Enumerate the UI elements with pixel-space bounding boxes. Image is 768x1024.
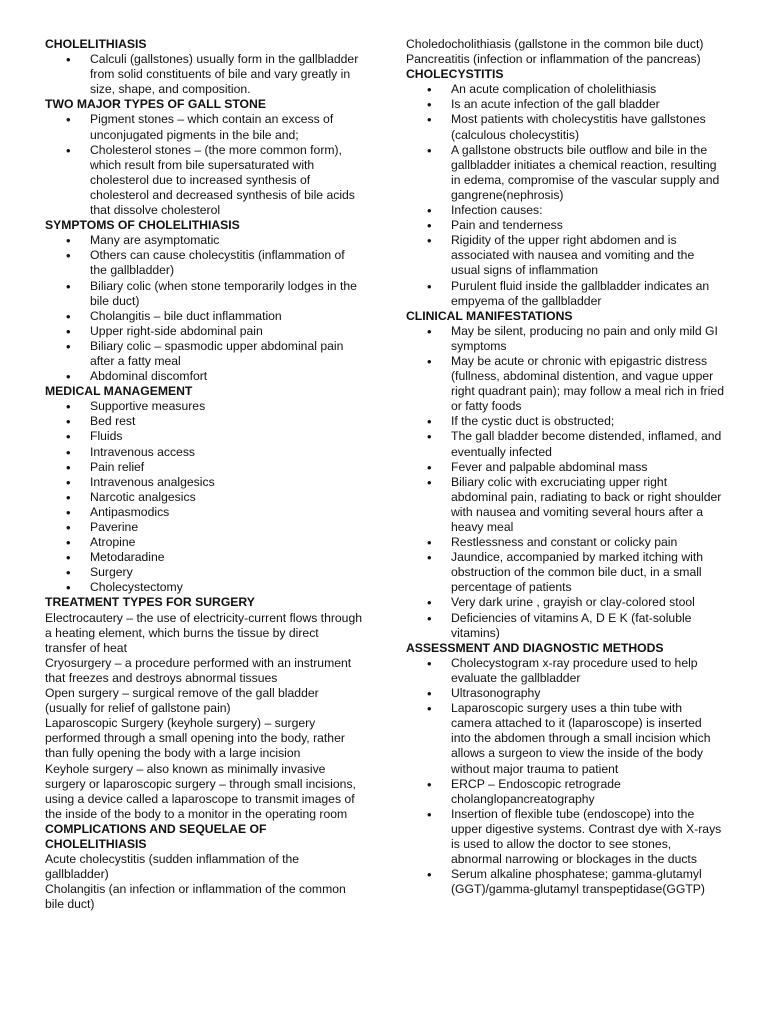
left-column: [45, 37, 363, 912]
bullet-item: • Others can cause cholecystitis (inflammation of the gallbladder): [45, 248, 363, 278]
section-heading: CHOLELITHIASIS: [45, 37, 147, 51]
bullet-item: • Jaundice, accompanied by marked itching with obstruction of the common bile duct, in a small percentage of patients: [406, 550, 724, 595]
section-symptoms-of-cholelithiasis: [45, 218, 363, 384]
bullet-item: • A gallstone obstructs bile outflow and bile in the gallbladder initiates a chemical reaction, resulting in edema, compromise of the vascular supply and gangrene(nephrosis): [406, 143, 724, 203]
bullet-item: • Calculi (gallstones) usually form in the gallbladder from solid constituents of bile and vary greatly in size, shape, and composition.: [45, 52, 363, 97]
bullet-list: [406, 324, 724, 641]
bullet-item: • Supportive measures: [45, 399, 363, 414]
bullet-item: • Fluids: [45, 429, 363, 444]
section-treatment-types-for-surgery: [45, 595, 363, 821]
bullet-list: [45, 112, 363, 218]
bullet-item: • Metodaradine: [45, 550, 363, 565]
bullet-item: • Cholangitis – bile duct inflammation: [45, 309, 363, 324]
bullet-item: • An acute complication of cholelithiasis: [406, 82, 724, 97]
bullet-item: • Very dark urine , grayish or clay-colored stool: [406, 595, 724, 610]
bullet-list: [45, 399, 363, 595]
bullet-item: • The gall bladder become distended, inflamed, and eventually infected: [406, 429, 724, 459]
bullet-item: • Cholecystogram x-ray procedure used to help evaluate the gallbladder: [406, 656, 724, 686]
bullet-item: • Pigment stones – which contain an excess of unconjugated pigments in the bile and;: [45, 112, 363, 142]
bullet-item: • Pain relief: [45, 460, 363, 475]
bullet-item: • Many are asymptomatic: [45, 233, 363, 248]
bullet-item: • Cholecystectomy: [45, 580, 363, 595]
bullet-item: • Intravenous analgesics: [45, 475, 363, 490]
bullet-item: • Insertion of flexible tube (endoscope) into the upper digestive systems. Contrast dye with X-rays is used to allow the doctor to see stones, abnormal narrowing or blockages in the ducts: [406, 807, 724, 867]
section-continued: [406, 37, 724, 67]
bullet-item: • Ultrasonography: [406, 686, 724, 701]
section-cholecystitis: [406, 67, 724, 309]
bullet-item: • Laparoscopic surgery uses a thin tube with camera attached to it (laparoscope) is inserted into the abdomen through a small incision which allows a surgeon to view the inside of the body without major trauma to patient: [406, 701, 724, 776]
bullet-item: • May be silent, producing no pain and only mild GI symptoms: [406, 324, 724, 354]
paragraph: Pancreatitis (infection or inflammation of the pancreas): [406, 52, 701, 67]
section-assessment-and-diagnostic-methods: [406, 641, 724, 898]
bullet-item: • Surgery: [45, 565, 363, 580]
bullet-list: [406, 82, 724, 308]
bullet-item: • Biliary colic with excruciating upper right abdominal pain, radiating to back or right shoulder with nausea and vomiting several hours after a heavy meal: [406, 475, 724, 535]
bullet-item: • Fever and palpable abdominal mass: [406, 460, 724, 475]
section-heading: COMPLICATIONS AND SEQUELAE OF CHOLELITHIASIS: [45, 821, 267, 851]
section-heading: TWO MAJOR TYPES OF GALL STONE: [45, 97, 266, 112]
paragraph: Acute cholecystitis (sudden inflammation of the gallbladder): [45, 852, 300, 882]
paragraph: Open surgery – surgical remove of the gall bladder (usually for relief of gallstone pain): [45, 686, 319, 716]
section-heading: ASSESSMENT AND DIAGNOSTIC METHODS: [406, 640, 664, 655]
bullet-item: • Rigidity of the upper right abdomen and is associated with nausea and vomiting and the usual signs of inflammation: [406, 233, 724, 278]
paragraph: Electrocautery – the use of electricity-current flows through a heating element, which burns the tissue by direct transfer of heat: [45, 610, 363, 655]
bullet-item: • If the cystic duct is obstructed;: [406, 414, 724, 429]
bullet-item: • Intravenous access: [45, 445, 363, 460]
bullet-item: • May be acute or chronic with epigastric distress (fullness, abdominal distention, and vague upper right quadrant pain); may follow a meal rich in fried or fatty foods: [406, 354, 724, 414]
section-heading: CHOLECYSTITIS: [406, 67, 504, 82]
section-heading: CLINICAL MANIFESTATIONS: [406, 308, 573, 323]
paragraph: Keyhole surgery – also known as minimally invasive surgery or laparoscopic surgery – through small incisions, using a device called a laparoscope to transmit images of the inside of the body to a monitor in the operating room: [45, 761, 356, 821]
paragraph: Cholangitis (an infection or inflammation of the common bile duct): [45, 882, 346, 912]
bullet-item: • Is an acute infection of the gall bladder: [406, 97, 724, 112]
paragraph: Choledocholithiasis (gallstone in the common bile duct): [406, 37, 704, 51]
bullet-item: • Pain and tenderness: [406, 218, 724, 233]
right-column: [406, 37, 724, 897]
bullet-item: • Abdominal discomfort: [45, 369, 363, 384]
section-complications-and-sequelae-of-cholelithiasis: [45, 822, 363, 913]
section-medical-management: [45, 384, 363, 595]
bullet-item: • Bed rest: [45, 414, 363, 429]
bullet-item: • Serum alkaline phosphatese; gamma-glutamyl (GGT)/gamma-glutamyl transpeptidase(GGTP): [406, 867, 724, 897]
section-cholelithiasis: [45, 37, 363, 97]
bullet-list: [45, 52, 363, 97]
section-clinical-manifestations: [406, 309, 724, 641]
bullet-item: • Deficiencies of vitamins A, D E K (fat-soluble vitamins): [406, 611, 724, 641]
bullet-item: • Biliary colic (when stone temporarily lodges in the bile duct): [45, 279, 363, 309]
bullet-item: • Upper right-side abdominal pain: [45, 324, 363, 339]
paragraph: Cryosurgery – a procedure performed with an instrument that freezes and destroys abnormal tissues: [45, 655, 352, 685]
section-heading: TREATMENT TYPES FOR SURGERY: [45, 595, 255, 610]
bullet-item: • Purulent fluid inside the gallbladder indicates an empyema of the gallbladder: [406, 279, 724, 309]
bullet-item: • Paverine: [45, 520, 363, 535]
bullet-item: • Atropine: [45, 535, 363, 550]
bullet-item: • Antipasmodics: [45, 505, 363, 520]
paragraph: Laparoscopic Surgery (keyhole surgery) – surgery performed through a small opening into the body, rather than fully opening the body with a large incision: [45, 716, 345, 761]
bullet-item: • Infection causes:: [406, 203, 724, 218]
section-heading: MEDICAL MANAGEMENT: [45, 384, 193, 399]
bullet-item: • Most patients with cholecystitis have gallstones (calculous cholecystitis): [406, 112, 724, 142]
bullet-item: • Cholesterol stones – (the more common form), which result from bile supersaturated with cholesterol due to increased synthesis of cholesterol and decreased synthesis of bile acids that dissolve cholesterol: [45, 143, 363, 218]
section-heading: SYMPTOMS OF CHOLELITHIASIS: [45, 218, 240, 233]
bullet-list: [45, 233, 363, 384]
bullet-item: • Biliary colic – spasmodic upper abdominal pain after a fatty meal: [45, 339, 363, 369]
bullet-list: [406, 656, 724, 898]
bullet-item: • Narcotic analgesics: [45, 490, 363, 505]
section-two-major-types-of-gall-stone: [45, 97, 363, 218]
bullet-item: • ERCP – Endoscopic retrograde cholanglopancreatography: [406, 777, 724, 807]
bullet-item: • Restlessness and constant or colicky pain: [406, 535, 724, 550]
